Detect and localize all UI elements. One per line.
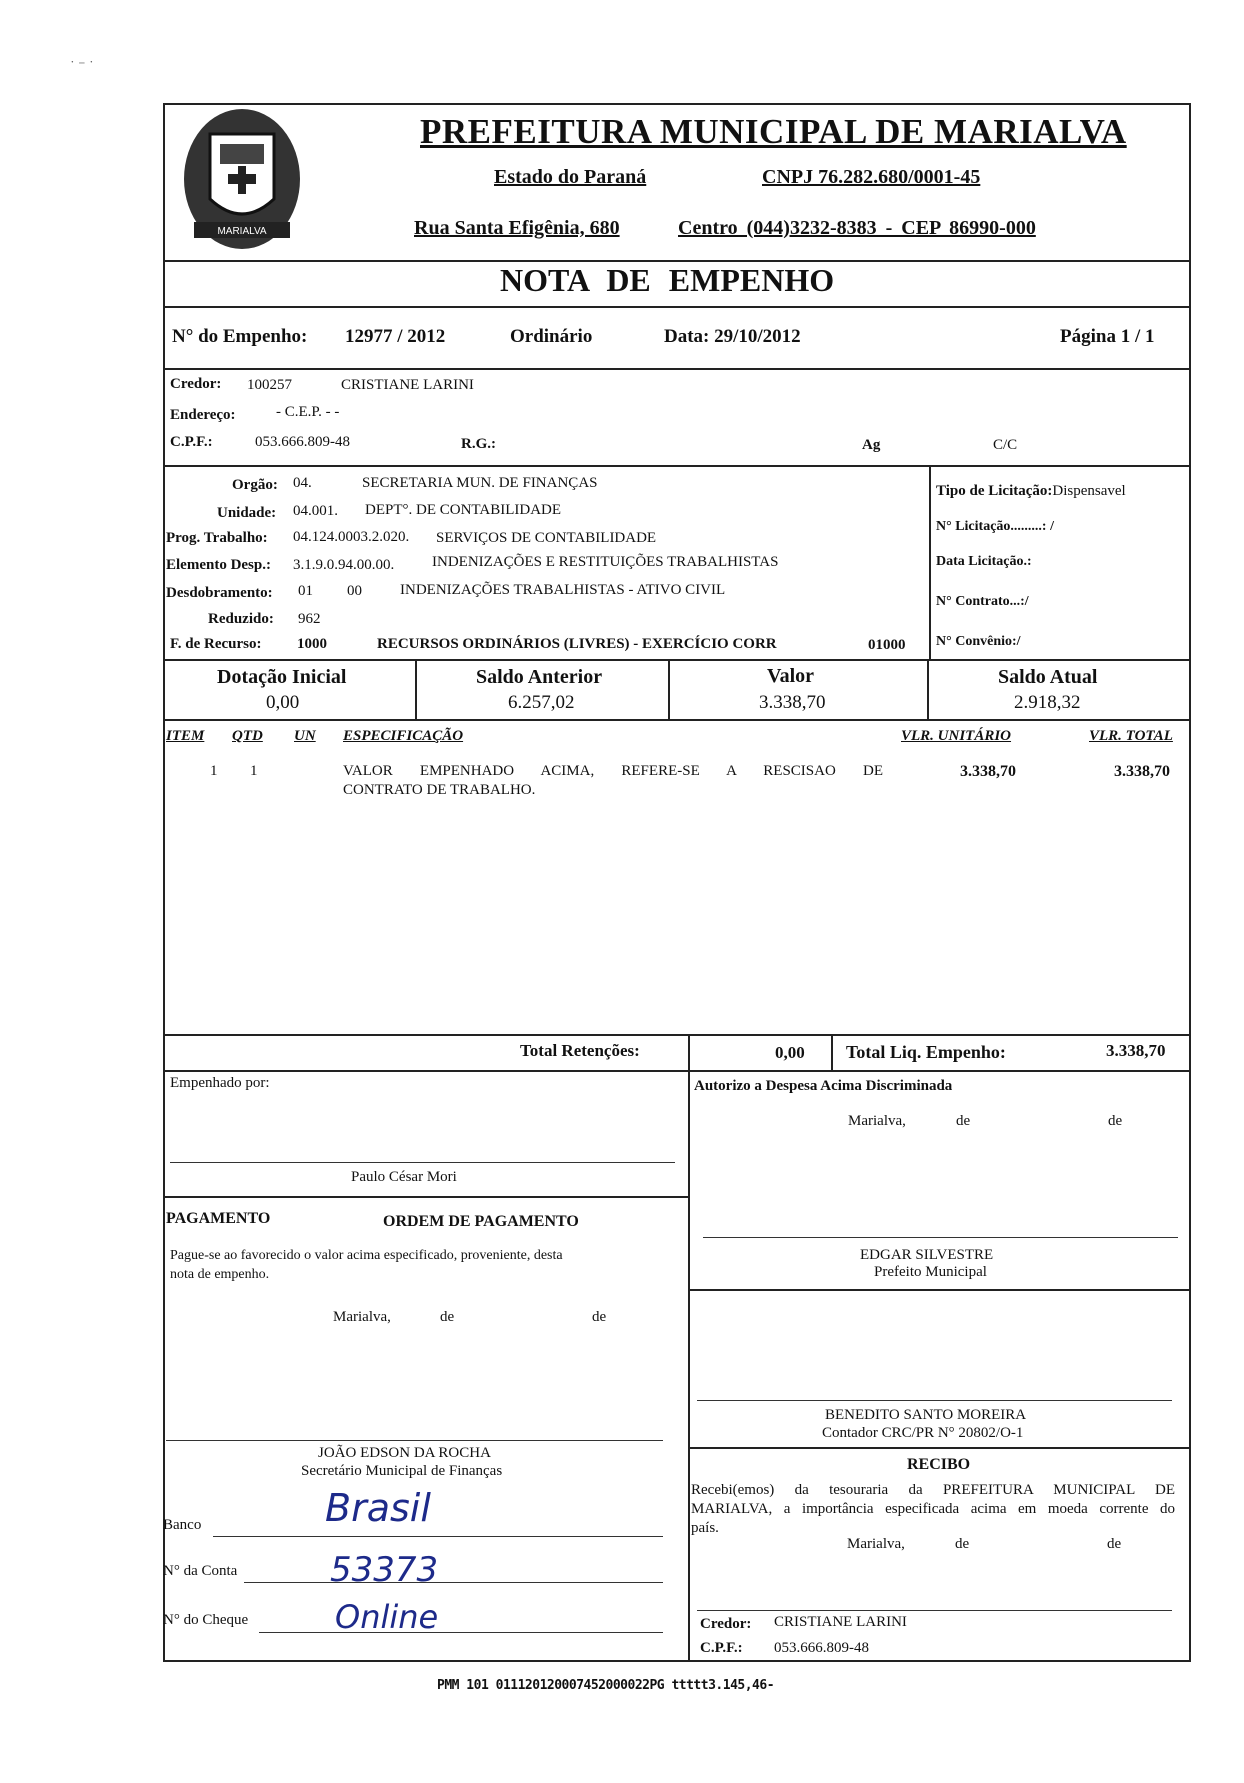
anterior-value: 6.257,02 [508, 692, 575, 713]
item-espec-line2: CONTRATO DE TRABALHO. [343, 782, 536, 798]
endereco-label: Endereço: [170, 407, 236, 423]
elem-cod: 3.1.9.0.94.00.00. [293, 557, 395, 573]
signature-line [697, 1400, 1172, 1401]
retencoes-value: 0,00 [775, 1043, 805, 1062]
dotacao-value: 0,00 [266, 692, 300, 713]
red-label: Reduzido: [208, 611, 274, 627]
item-vlr-total: 3.338,70 [1114, 763, 1170, 780]
recibo-cpf: 053.666.809-48 [774, 1640, 869, 1656]
empenho-data: Data: 29/10/2012 [664, 326, 801, 347]
desd-desc: INDENIZAÇÕES TRABALHISTAS - ATIVO CIVIL [400, 582, 726, 598]
divider [163, 719, 1191, 721]
prog-desc: SERVIÇOS DE CONTABILIDADE [436, 530, 657, 546]
unidade-desc: DEPT°. DE CONTABILIDADE [365, 502, 562, 518]
machine-stamp: PMM 101 011120120007452000022PG ttttt3.145,46- [437, 1678, 775, 1693]
divider [163, 306, 1191, 308]
rec-label: F. de Recurso: [170, 636, 262, 652]
item-number: 1 [210, 763, 218, 779]
divider [163, 1196, 688, 1198]
header-estado: Estado do Paraná [494, 166, 647, 188]
conta-label: N° da Conta [163, 1563, 238, 1579]
recibo-texto2: MARIALVA, a importância especificada acima em moeda corrente do [691, 1501, 1175, 1517]
divider [415, 659, 417, 719]
elem-label: Elemento Desp.: [166, 557, 271, 573]
divider [688, 1034, 690, 1070]
empenhado-label: Empenhado por: [170, 1075, 270, 1091]
recibo-credor-label: Credor: [700, 1616, 752, 1632]
divider [688, 1289, 1191, 1291]
elem-desc: INDENIZAÇÕES E RESTITUIÇÕES TRABALHISTAS [432, 554, 779, 570]
recibo-de1: de [955, 1536, 970, 1552]
col-item: ITEM [166, 728, 205, 744]
recibo-cpf-label: C.P.F.: [700, 1640, 743, 1656]
credor-codigo: 100257 [247, 377, 292, 393]
cheque-label: N° do Cheque [163, 1612, 249, 1628]
recibo-label: RECIBO [907, 1456, 971, 1473]
pagamento-cargo: Secretário Municipal de Finanças [301, 1463, 503, 1479]
credor-nome: CRISTIANE LARINI [341, 377, 474, 393]
doc-title: NOTA DE EMPENHO [500, 262, 835, 298]
signature-line [697, 1610, 1172, 1611]
rec-desc: RECURSOS ORDINÁRIOS (LIVRES) - EXERCÍCIO CORR [377, 636, 777, 652]
col-vlr-total: VLR. TOTAL [1089, 728, 1173, 744]
contador-cargo: Contador CRC/PR N° 20802/O-1 [822, 1425, 1024, 1441]
pagamento-texto1: Pague-se ao favorecido o valor acima especificado, proveniente, desta [170, 1248, 563, 1263]
pagamento-de1: de [440, 1309, 455, 1325]
empenho-numero: 12977 / 2012 [345, 326, 446, 347]
autorizo-local: Marialva, [848, 1113, 906, 1129]
banco-label: Banco [163, 1517, 202, 1533]
pagamento-de2: de [592, 1309, 607, 1325]
recibo-de2: de [1107, 1536, 1122, 1552]
prog-label: Prog. Trabalho: [166, 530, 268, 546]
autorizo-label: Autorizo a Despesa Acima Discriminada [694, 1078, 953, 1094]
item-vlr-unit: 3.338,70 [960, 763, 1016, 780]
endereco-value: - C.E.P. - - [276, 404, 340, 420]
liq-label: Total Liq. Empenho: [846, 1042, 1006, 1062]
licitacao-convenio: N° Convênio:/ [936, 634, 1021, 649]
svg-text:MARIALVA: MARIALVA [217, 226, 267, 237]
pagamento-nome: JOÃO EDSON DA ROCHA [318, 1445, 491, 1461]
recibo-credor: CRISTIANE LARINI [774, 1614, 907, 1630]
item-espec-line1: VALOR EMPENHADO ACIMA, REFERE-SE A RESCISAO DE [343, 763, 883, 779]
pagamento-label: PAGAMENTO [166, 1210, 271, 1227]
empenhado-nome: Paulo César Mori [351, 1169, 457, 1185]
header-endereco: Rua Santa Efigênia, 680 [414, 217, 620, 239]
rec-cod: 1000 [297, 636, 327, 652]
empenho-label: N° do Empenho: [172, 326, 308, 347]
licitacao-data: Data Licitação.: [936, 554, 1032, 569]
recibo-texto3: país. [691, 1520, 719, 1536]
anterior-label: Saldo Anterior [476, 666, 603, 688]
signature-line [166, 1440, 663, 1441]
divider [668, 659, 670, 719]
divider [929, 465, 931, 659]
credor-label: Credor: [170, 376, 222, 392]
orgao-desc: SECRETARIA MUN. DE FINANÇAS [362, 475, 598, 491]
licitacao-contrato: N° Contrato...:/ [936, 594, 1029, 609]
divider [163, 1070, 1191, 1072]
divider [163, 368, 1191, 370]
col-un: UN [294, 728, 316, 744]
desd-cod2: 00 [347, 583, 362, 599]
unidade-cod: 04.001. [293, 503, 338, 519]
divider [831, 1034, 833, 1070]
ordem-label: ORDEM DE PAGAMENTO [383, 1213, 579, 1230]
conta-value: 53373 [330, 1550, 439, 1590]
rg-label: R.G.: [461, 436, 496, 452]
rec-num: 01000 [868, 637, 906, 653]
divider [163, 465, 1191, 467]
input-line [213, 1536, 663, 1537]
licitacao-numero: N° Licitação.........: / [936, 519, 1054, 534]
input-line [259, 1632, 663, 1633]
atual-label: Saldo Atual [998, 666, 1098, 688]
header-cnpj: CNPJ 76.282.680/0001-45 [762, 166, 981, 188]
desd-cod1: 01 [298, 583, 313, 599]
dotacao-label: Dotação Inicial [217, 666, 347, 688]
cheque-value: Online [335, 1598, 439, 1636]
atual-value: 2.918,32 [1014, 692, 1081, 713]
signature-line [703, 1237, 1178, 1238]
autorizo-cargo: Prefeito Municipal [874, 1264, 987, 1280]
autorizo-de1: de [956, 1113, 971, 1129]
liq-value: 3.338,70 [1106, 1041, 1166, 1060]
col-qtd: QTD [232, 728, 263, 744]
ag-label: Ag [862, 437, 881, 453]
unidade-label: Unidade: [217, 505, 277, 521]
col-espec: ESPECIFICAÇÃO [343, 728, 464, 744]
input-line [244, 1582, 663, 1583]
valor-value: 3.338,70 [759, 692, 826, 713]
cpf-value: 053.666.809-48 [255, 434, 350, 450]
cc-label: C/C [993, 437, 1018, 453]
valor-label: Valor [767, 665, 815, 687]
divider [927, 659, 929, 719]
col-vlr-unit: VLR. UNITÁRIO [901, 728, 1012, 744]
prog-cod: 04.124.0003.2.020. [293, 529, 410, 545]
contador-nome: BENEDITO SANTO MOREIRA [825, 1407, 1027, 1423]
retencoes-label: Total Retenções: [520, 1041, 640, 1060]
divider [688, 1070, 690, 1662]
item-qtd: 1 [250, 763, 258, 779]
scan-mark: ˙ ⁻ ˙ [70, 59, 94, 74]
municipal-crest-icon [180, 104, 304, 254]
licitacao-tipo: Tipo de Licitação:Dispensavel [936, 483, 1126, 499]
header-title: PREFEITURA MUNICIPAL DE MARIALVA [420, 112, 1127, 151]
orgao-cod: 04. [293, 475, 312, 491]
header-centro: Centro (044)3232-8383 - CEP 86990-000 [678, 217, 1036, 239]
desd-label: Desdobramento: [166, 585, 273, 601]
divider [163, 659, 1191, 661]
cpf-label: C.P.F.: [170, 434, 213, 450]
divider [163, 1034, 1191, 1036]
signature-line [170, 1162, 675, 1163]
empenho-tipo: Ordinário [510, 326, 593, 347]
red-cod: 962 [298, 611, 321, 627]
pagamento-local: Marialva, [333, 1309, 391, 1325]
banco-value: Brasil [325, 1486, 431, 1530]
orgao-label: Orgão: [232, 477, 278, 493]
divider [688, 1447, 1191, 1449]
pagamento-texto2: nota de empenho. [170, 1267, 270, 1282]
autorizo-de2: de [1108, 1113, 1123, 1129]
recibo-local: Marialva, [847, 1536, 905, 1552]
empenho-pagina: Página 1 / 1 [1060, 326, 1155, 347]
autorizo-nome: EDGAR SILVESTRE [860, 1247, 994, 1263]
recibo-texto1: Recebi(emos) da tesouraria da PREFEITURA MUNICIPAL DE [691, 1482, 1175, 1498]
